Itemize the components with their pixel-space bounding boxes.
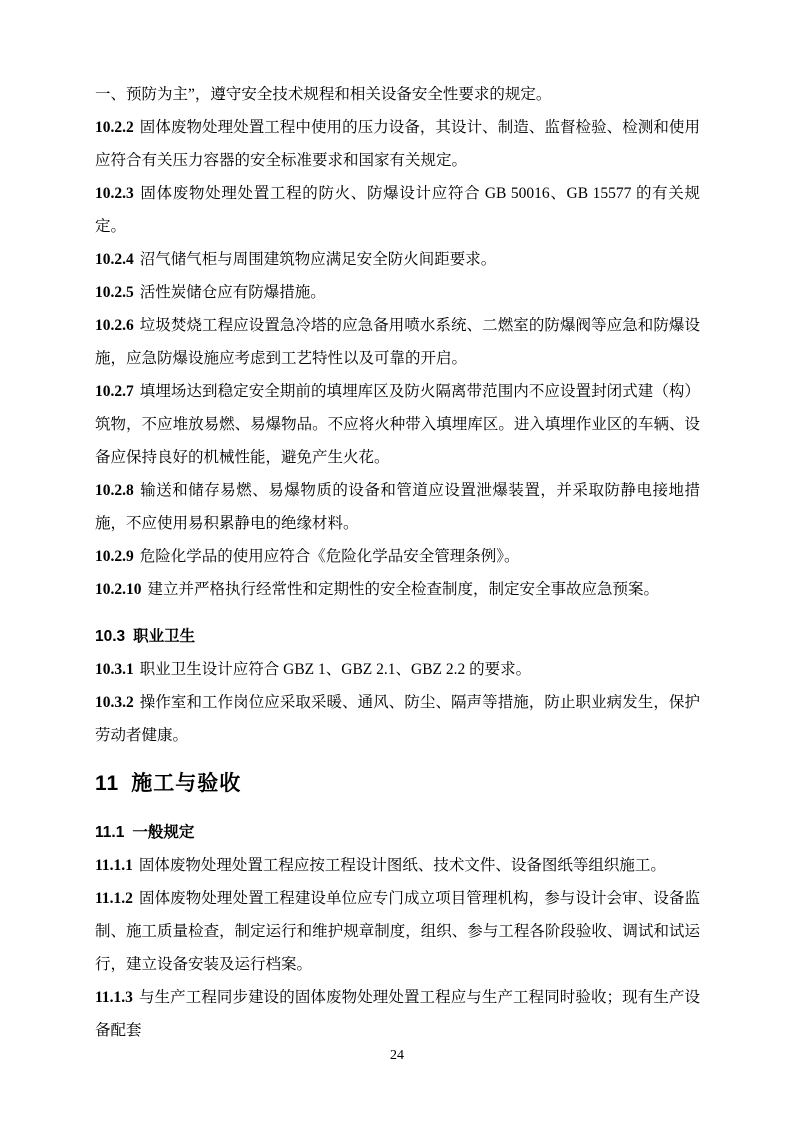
clause-11-1-3: [95, 981, 700, 1047]
page-content: [95, 78, 700, 1047]
clause-11-1-1: [95, 849, 700, 882]
chapter-number: 11: [95, 772, 120, 795]
section-number: 11.1: [95, 824, 125, 841]
clause-number: 11.1.2: [95, 890, 133, 907]
clause-text: 垃圾焚烧工程应设置急冷塔的应急备用喷水系统、二燃室的防爆阀等应急和防爆设施，应急防爆设施应考虑到工艺特性以及可靠的开启。: [95, 317, 700, 367]
clause-10-2-9: [95, 540, 700, 573]
clause-text: 固体废物处理处置工程的防火、防爆设计应符合 GB 50016、GB 15577 的有关规定。: [95, 185, 700, 235]
chapter-heading-11: [95, 766, 700, 802]
section-title: 一般规定: [132, 824, 195, 841]
clause-number: 10.2.9: [95, 548, 134, 565]
clause-10-2-5: [95, 276, 700, 309]
clause-10-3-1: [95, 653, 700, 686]
clause-text: 职业卫生设计应符合 GBZ 1、GBZ 2.1、GBZ 2.2 的要求。: [139, 661, 532, 678]
clause-number: 11.1.1: [95, 857, 133, 874]
clause-text: 固体废物处理处置工程中使用的压力设备，其设计、制造、监督检验、检测和使用应符合有关压力容器的安全标准要求和国家有关规定。: [95, 119, 700, 169]
clause-number: 10.2.2: [95, 119, 134, 136]
clause-text: 活性炭储仓应有防爆措施。: [139, 284, 326, 301]
clause-text: 与生产工程同步建设的固体废物处理处置工程应与生产工程同时验收；现有生产设备配套: [95, 989, 700, 1039]
clause-text: 固体废物处理处置工程建设单位应专门成立项目管理机构，参与设计会审、设备监制、施工质量检查，制定运行和维护规章制度，组织、参与工程各阶段验收、调试和试运行，建立设备安装及运行档案。: [95, 890, 700, 973]
section-heading-10-3: [95, 620, 700, 653]
clause-10-2-8: [95, 474, 700, 540]
clause-10-2-6: [95, 309, 700, 375]
clause-text: 危险化学品的使用应符合《危险化学品安全管理条例》。: [139, 548, 520, 565]
paragraph-continuation: [95, 78, 700, 111]
clause-number: 10.2.4: [95, 251, 134, 268]
clause-10-2-3: [95, 177, 700, 243]
clause-number: 10.2.10: [95, 581, 142, 598]
clause-number: 10.2.6: [95, 317, 134, 334]
section-title: 职业卫生: [133, 628, 196, 645]
clause-10-2-2: [95, 111, 700, 177]
clause-number: 10.2.5: [95, 284, 134, 301]
clause-text: 输送和储存易燃、易爆物质的设备和管道应设置泄爆装置，并采取防静电接地措施，不应使用易积累静电的绝缘材料。: [95, 482, 700, 532]
page-number: 24: [390, 1048, 404, 1063]
clause-number: 10.2.7: [95, 383, 134, 400]
clause-text: 建立并严格执行经常性和定期性的安全检查制度，制定安全事故应急预案。: [147, 581, 660, 598]
clause-text: 操作室和工作岗位应采取采暖、通风、防尘、隔声等措施，防止职业病发生，保护劳动者健康。: [95, 694, 700, 744]
clause-10-2-10: [95, 573, 700, 606]
clause-10-3-2: [95, 686, 700, 752]
clause-number: 10.2.3: [95, 185, 134, 202]
clause-number: 10.3.2: [95, 694, 134, 711]
clause-11-1-2: [95, 882, 700, 981]
clause-number: 11.1.3: [95, 989, 133, 1006]
clause-text: 填埋场达到稳定安全期前的填埋库区及防火隔离带范围内不应设置封闭式建（构）筑物，不应堆放易燃、易爆物品。不应将火种带入填埋库区。进入填埋作业区的车辆、设备应保持良好的机械性能，避免产生火花。: [95, 383, 700, 466]
paragraph-text: 一、预防为主”，遵守安全技术规程和相关设备安全性要求的规定。: [95, 86, 552, 103]
chapter-title: 施工与验收: [131, 772, 242, 795]
section-number: 10.3: [95, 628, 126, 645]
clause-number: 10.3.1: [95, 661, 134, 678]
section-heading-11-1: [95, 816, 700, 849]
clause-10-2-4: [95, 243, 700, 276]
clause-text: 固体废物处理处置工程应按工程设计图纸、技术文件、设备图纸等组织施工。: [138, 857, 666, 874]
clause-10-2-7: [95, 375, 700, 474]
clause-text: 沼气储气柜与周围建筑物应满足安全防火间距要求。: [139, 251, 497, 268]
clause-number: 10.2.8: [95, 482, 134, 499]
